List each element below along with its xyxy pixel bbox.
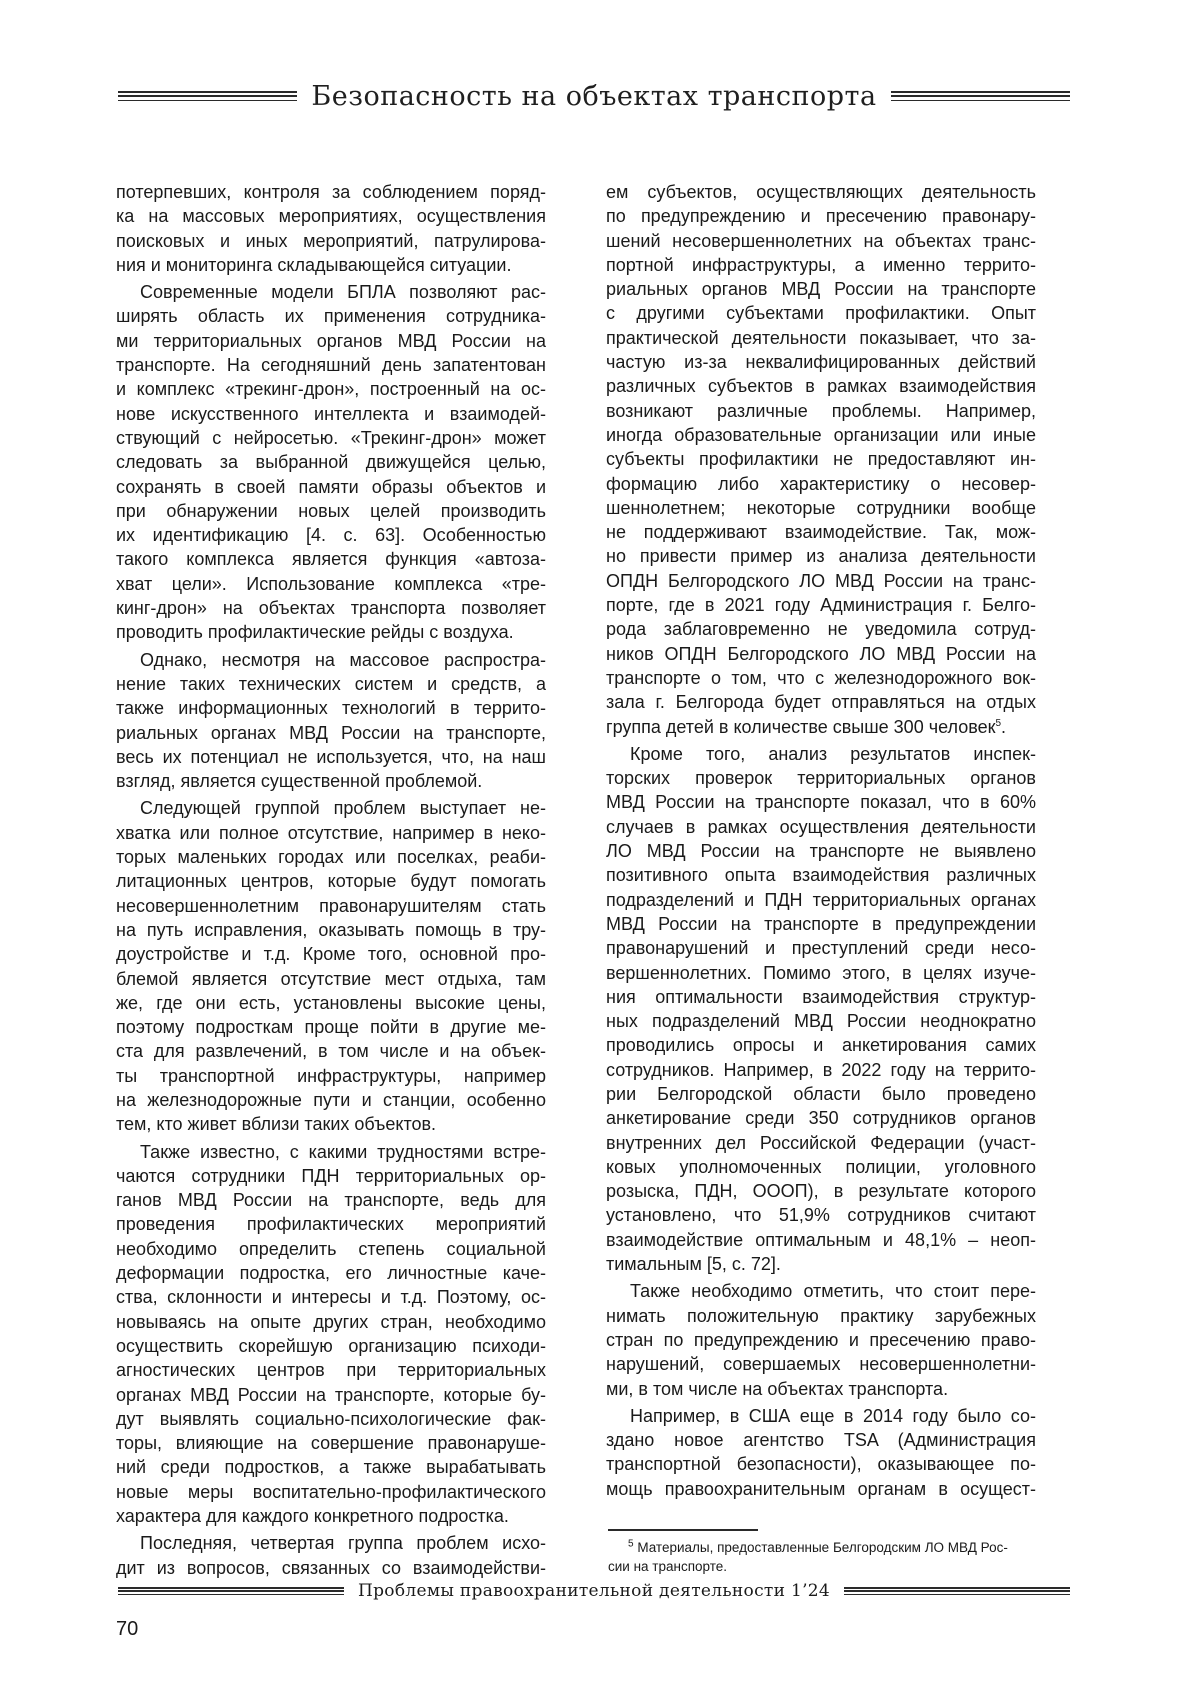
text-line: Однако, несмотря на массовое распростра- <box>140 649 546 670</box>
text-line: несовершеннолетним правонарушителям стать <box>116 895 546 916</box>
text-line: ковых уполномоченных полиции, уголовного <box>606 1156 1036 1177</box>
text-line: нение таких технических систем и средств, а <box>116 673 546 694</box>
text-line: внутренних дел Российской Федерации (участ- <box>606 1132 1036 1153</box>
text-line: сотрудников. Например, в 2022 году на террито- <box>606 1059 1036 1080</box>
text-line: же, где они есть, установлены высокие цены, <box>116 992 546 1013</box>
text-line: случаев в рамках осуществления деятельности <box>606 816 1036 837</box>
text-line: субъекты профилактики не предоставляют ин- <box>606 449 1036 470</box>
text-line: дут выявлять социально-психологические фак- <box>116 1408 546 1429</box>
text-line: кинг-дрон» на объектах транспорта позволяет <box>116 598 546 619</box>
text-line: Также известно, с какими трудностями встре- <box>140 1141 546 1162</box>
text-line: не поддерживают взаимодействие. Так, мож- <box>606 522 1036 543</box>
text-line: на путь исправления, оказывать помощь в тру- <box>116 919 546 940</box>
running-header <box>118 74 1070 118</box>
text-line: поисковых и иных мероприятий, патрулирова- <box>116 230 546 251</box>
text-line: шеннолетнем; некоторые сотрудники вообще <box>606 497 1036 518</box>
running-footer <box>118 1578 1070 1604</box>
text-line: транспорте. На сегодняшний день запатентован <box>116 355 546 376</box>
text-line: осуществить скорейшую организацию психоди- <box>116 1335 546 1356</box>
text-line: транспортной безопасности), оказывающее по- <box>606 1454 1036 1475</box>
text-line: рода заблаговременно не уведомила сотруд- <box>606 619 1036 640</box>
text-line: ствующий с нейросетью. «Трекинг-дрон» может <box>116 427 546 448</box>
text-line: мощь правоохранительным органам в осущест- <box>606 1478 1036 1499</box>
text-line: необходимо определить степень социальной <box>116 1238 546 1259</box>
text-line: транспорте о том, что с железнодорожного вок- <box>606 667 1036 688</box>
text-line: хватка или полное отсутствие, например в неко- <box>116 822 546 843</box>
text-line: ми, в том числе на объектах транспорта. <box>606 1378 949 1399</box>
text-line: риальных органах МВД России на транспорте, <box>116 722 546 743</box>
text-line: Кроме того, анализ результатов инспек- <box>630 743 1036 764</box>
text-line: весь их потенциал не используется, что, на наш <box>116 746 546 767</box>
left-column <box>116 180 546 1580</box>
text-line: торы, влияющие на совершение правонаруше- <box>116 1433 546 1454</box>
footer-rule-left <box>118 1587 344 1595</box>
text-line: ка на массовых мероприятиях, осуществления <box>116 206 546 227</box>
text-line: Например, в США еще в 2014 году было со- <box>630 1405 1036 1426</box>
text-line: блемой является отсутствие мест отдыха, там <box>116 968 546 989</box>
text-line: розыска, ПДН, ОООП), в результате которого <box>606 1181 1036 1202</box>
text-line: частую из-за неквалифицированных действий <box>606 352 1036 373</box>
text-line: ширять область их применения сотрудника- <box>116 306 546 327</box>
text-line: стран по предупреждению и пресечению право- <box>606 1329 1036 1350</box>
text-line: торских проверок территориальных органов <box>606 768 1036 789</box>
text-line: ния оптимальности взаимодействия структур- <box>606 986 1036 1007</box>
text-line: доустройстве и т.д. Кроме того, основной про- <box>116 944 546 965</box>
footnote-ref: 5 <box>995 717 1002 729</box>
text-line: взаимодействие оптимальным и 48,1% – неоп- <box>606 1229 1036 1250</box>
text-line: тем, кто живет вблизи таких объектов. <box>116 1114 437 1135</box>
text-line: новываясь на опыте других стран, необходимо <box>116 1311 546 1332</box>
text-line: ния и мониторинга складывающейся ситуации. <box>116 254 512 275</box>
text-line: с другими субъектами профилактики. Опыт <box>606 303 1036 324</box>
text-line: различных субъектов в рамках взаимодействия <box>606 376 1036 397</box>
text-line: проводить профилактические рейды с воздуха. <box>116 622 514 643</box>
section-title: Безопасность на объектах транспорта <box>311 80 877 112</box>
text-line: нове искусственного интеллекта и взаимодей- <box>116 403 546 424</box>
text-line: новые меры воспитательно-профилактического <box>116 1481 546 1502</box>
text-line: риальных органов МВД России на транспорте <box>606 279 1036 300</box>
text-line: Также необходимо отметить, что стоит пере- <box>630 1281 1036 1302</box>
text-line: ганов МВД России на транспорте, ведь для <box>116 1190 546 1211</box>
text-line: чаются сотрудники ПДН территориальных ор- <box>116 1165 546 1186</box>
text-line: формацию либо характеристику о несовер- <box>606 473 1036 494</box>
page-number: 70 <box>116 1618 139 1640</box>
text-line: органах МВД России на транспорте, которые бу- <box>116 1384 546 1405</box>
text-line: подразделений и ПДН территориальных органах <box>606 889 1036 910</box>
text-line: дит из вопросов, связанных со взаимодействи- <box>116 1557 546 1578</box>
text-line: практической деятельности показывает, что за- <box>606 327 1036 348</box>
text-line: деформации подростка, его личностные каче- <box>116 1263 546 1284</box>
text-line: тимальным [5, с. 72]. <box>606 1254 781 1275</box>
text-line: Следующей группой проблем выступает не- <box>140 798 546 819</box>
text-line: МВД России на транспорте в предупреждении <box>606 913 1036 934</box>
text-line: потерпевших, контроля за соблюдением поряд- <box>116 182 546 202</box>
text-line: но привести пример из анализа деятельности <box>606 546 1036 567</box>
text-line: ми территориальных органов МВД России на <box>116 330 546 351</box>
text-line: установлено, что 51,9% сотрудников считают <box>606 1205 1036 1226</box>
footnote-line: сии на транспорте. <box>608 1559 728 1574</box>
header-rule-right <box>891 91 1070 101</box>
text-line: при обнаружении новых целей производить <box>116 500 546 521</box>
text-line: позитивного опыта взаимодействия различных <box>606 865 1036 886</box>
text-line: Последняя, четвертая группа проблем исхо- <box>140 1533 546 1554</box>
text-line: ты транспортной инфраструктуры, например <box>116 1065 546 1086</box>
text-line: поэтому подросткам проще пойти в другие ме- <box>116 1017 546 1038</box>
footnote-rule <box>608 1529 758 1531</box>
text-line: здано новое агентство TSA (Администрация <box>606 1430 1036 1451</box>
text-line: торых маленьких городах или поселках, реаби- <box>116 847 546 868</box>
text-line: следовать за выбранной движущейся целью, <box>116 452 546 473</box>
text-line: рии Белгородской области было проведено <box>606 1083 1036 1104</box>
text-line: агностических центров при территориальных <box>116 1360 546 1381</box>
journal-title: Проблемы правоохранительной деятельности 1’24 <box>357 1581 831 1601</box>
text-line: иногда образовательные организации или иные <box>606 424 1036 445</box>
text-line: ний среди подростков, а также вырабатывать <box>116 1457 546 1478</box>
text-line: возникают различные проблемы. Например, <box>606 400 1036 421</box>
footnote-line <box>608 1538 1034 1557</box>
text-line: портной инфраструктуры, а именно террито- <box>606 254 1036 275</box>
text-line: анкетирование среди 350 сотрудников органов <box>606 1108 1036 1129</box>
text-line: их идентификацию [4. с. 63]. Особенностью <box>116 525 546 546</box>
text-line: взгляд, является существенной проблемой. <box>116 771 483 792</box>
footer-rule-right <box>844 1587 1070 1595</box>
text-line: и комплекс «трекинг-дрон», построенный на ос- <box>116 379 546 400</box>
header-rule-left <box>118 91 297 101</box>
text-line: ЛО МВД России на транспорте не выявлено <box>606 841 1036 862</box>
text-line: сохранять в своей памяти образы объектов и <box>116 476 546 497</box>
text-line: также информационных технологий в террито- <box>116 698 546 719</box>
text-line: хват цели». Использование комплекса «тре- <box>116 573 546 594</box>
text-line: нимать положительную практику зарубежных <box>606 1305 1036 1326</box>
text-line: ста для развлечений, в том числе и на объек- <box>116 1041 546 1062</box>
text-line: ства, склонности и интересы и т.д. Поэтому, ос- <box>116 1287 546 1308</box>
text-line: Современные модели БПЛА позволяют рас- <box>140 282 546 303</box>
text-line: зала г. Белгорода будет отправляться на отдых <box>606 692 1036 713</box>
text-line: нарушений, совершаемых несовершеннолетни- <box>606 1354 1036 1375</box>
right-column <box>606 180 1036 1501</box>
text-line: правонарушений и преступлений среди несо- <box>606 938 1036 959</box>
text-line: ОПДН Белгородского ЛО МВД России на транс- <box>606 570 1036 591</box>
text-line: на железнодорожные пути и станции, особенно <box>116 1089 546 1110</box>
footnote <box>608 1538 1034 1576</box>
text-line: МВД России на транспорте показал, что в 60% <box>606 792 1036 813</box>
footnote-text: Материалы, предоставленные Белгородским ЛО МВД Рос- <box>637 1540 1008 1555</box>
footnote-number: 5 <box>628 1538 634 1550</box>
text-line: проведения профилактических мероприятий <box>116 1214 546 1235</box>
text-line: ных подразделений МВД России неоднократно <box>606 1011 1036 1032</box>
text-line: шений несовершеннолетних на объектах транс- <box>606 230 1036 251</box>
text-line: ников ОПДН Белгородского ЛО МВД России на <box>606 643 1036 664</box>
text-line: такого комплекса является функция «автоза- <box>116 549 546 570</box>
text-line: ем субъектов, осуществляющих деятельность <box>606 182 1036 202</box>
text-line: литационных центров, которые будут помогать <box>116 871 546 892</box>
text-line: порте, где в 2021 году Администрация г. Белго- <box>606 595 1036 616</box>
text-line: по предупреждению и пресечению правонару- <box>606 206 1036 227</box>
text-line: группа детей в количестве свыше 300 человек$^5$. <box>606 716 1007 737</box>
text-line: вершеннолетних. Помимо этого, в целях изуче- <box>606 962 1036 983</box>
text-line: характера для каждого конкретного подростка. <box>116 1506 509 1527</box>
text-line: проводились опросы и анкетирования самих <box>606 1035 1036 1056</box>
